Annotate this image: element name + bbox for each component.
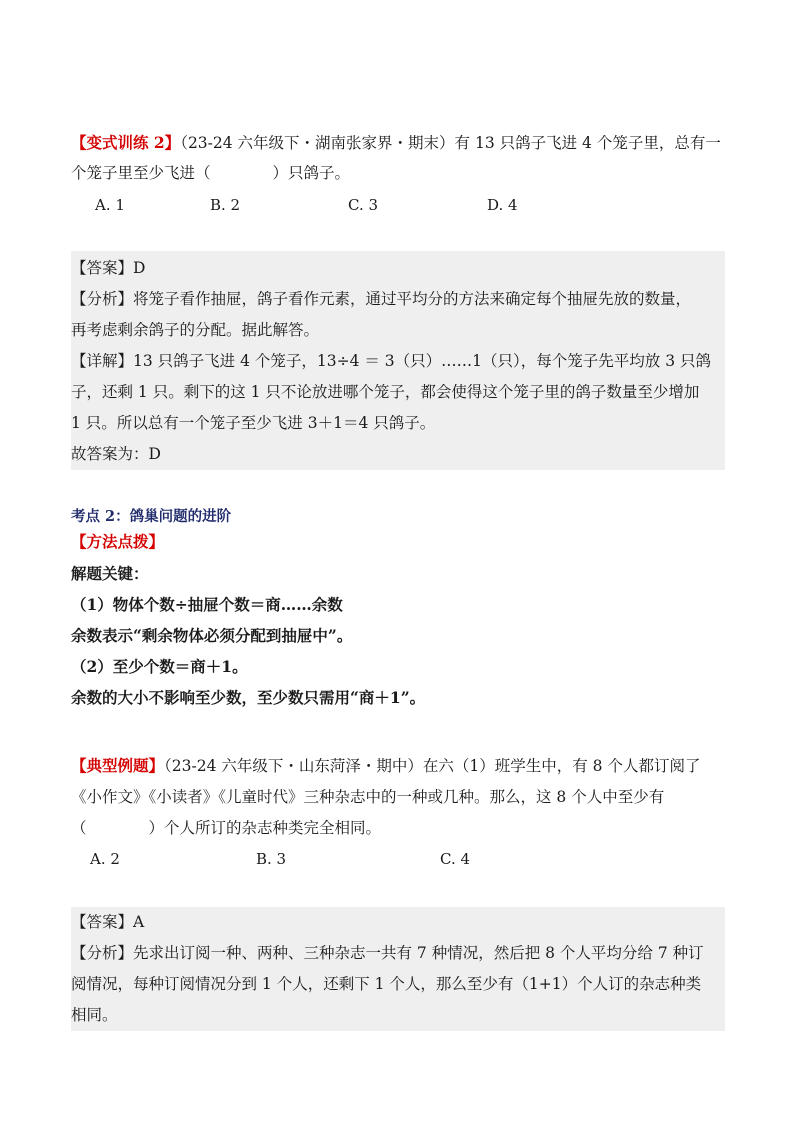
answer-1-box — [71, 251, 725, 470]
question-2-stem-part-3: （ ）个人所订的杂志种类完全相同。 — [71, 819, 382, 837]
method-point-2-note: 余数的大小不影响至少数，至少数只需用“商＋1”。 — [71, 688, 426, 707]
answer-2-box — [71, 907, 725, 1031]
question-2-stem-part-2: 《小作文》《小读者》《儿童时代》三种杂志中的一种或几种。那么，这 8 个人中至少有 — [71, 788, 665, 806]
answer-2-analysis-line-1: 【分析】先求出订阅一种、两种、三种杂志一共有 7 种情况，然后把 8 个人平均分给 7 种订 — [71, 944, 704, 962]
question-2-tag: 【典型例题】 — [71, 756, 165, 775]
answer-1-detail-line-3: 1 只。所以总有一个笼子至少飞进 3＋1＝4 只鸽子。 — [71, 414, 436, 432]
question-1-option-d: D. 4 — [487, 196, 518, 214]
question-2-line-1 — [71, 756, 700, 776]
method-point-1: （1）物体个数÷抽屉个数＝商……余数 — [71, 595, 343, 614]
answer-2-answer: 【答案】A — [71, 913, 145, 931]
question-1 — [71, 133, 725, 213]
question-1-tag: 【变式训练 2】 — [71, 133, 181, 152]
question-2-stem-part-1: （23-24 六年级下・山东菏泽・期中）在六（1）班学生中，有 8 个人都订阅了 — [164, 757, 701, 775]
method-tag: 【方法点拨】 — [71, 532, 165, 551]
answer-2-analysis-line-2: 阅情况，每种订阅情况分到 1 个人，还剩下 1 个人，那么至少有（1+1）个人订的杂志种类 — [71, 975, 702, 993]
question-1-stem-part-1: （23-24 六年级下・湖南张家界・期末）有 13 只鸽子飞进 4 个笼子里，总有一 — [180, 134, 721, 152]
section-title: 考点 2：鸽巢问题的进阶 — [71, 508, 232, 525]
question-1-option-a: A. 1 — [95, 196, 125, 214]
question-2-option-a: A. 2 — [90, 850, 120, 868]
answer-1-analysis-line-2: 再考虑剩余鸽子的分配。据此解答。 — [71, 321, 320, 339]
answer-1-detail-line-2: 子，还剩 1 只。剩下的这 1 只不论放进哪个笼子，都会使得这个笼子里的鸽子数量至少增加 — [71, 383, 700, 401]
answer-1-answer: 【答案】D — [71, 259, 146, 277]
answer-1-detail-line-1: 【详解】13 只鸽子飞进 4 个笼子，13÷4 ＝ 3（只）……1（只），每个笼子先平均放 3 只鸽 — [71, 352, 711, 370]
question-2-option-b: B. 3 — [256, 850, 287, 868]
question-1-option-c: C. 3 — [348, 196, 379, 214]
question-1-stem-part-2: 个笼子里至少飞进（ ）只鸽子。 — [71, 164, 351, 182]
answer-1-analysis-line-1: 【分析】将笼子看作抽屉，鸽子看作元素，通过平均分的方法来确定每个抽屉先放的数量， — [71, 290, 692, 308]
question-2 — [71, 756, 725, 868]
method-point-1-note: 余数表示“剩余物体必须分配到抽屉中”。 — [71, 626, 353, 645]
method-point-2: （2）至少个数＝商＋1。 — [71, 657, 248, 676]
question-1-line-1 — [71, 133, 721, 153]
answer-1-conclusion: 故答案为：D — [71, 445, 161, 463]
question-1-option-b: B. 2 — [210, 196, 241, 214]
question-2-option-c: C. 4 — [440, 850, 471, 868]
key-label: 解题关键： — [71, 564, 149, 583]
answer-2-analysis-line-3: 相同。 — [71, 1006, 118, 1024]
knowledge-point-section — [71, 507, 725, 707]
